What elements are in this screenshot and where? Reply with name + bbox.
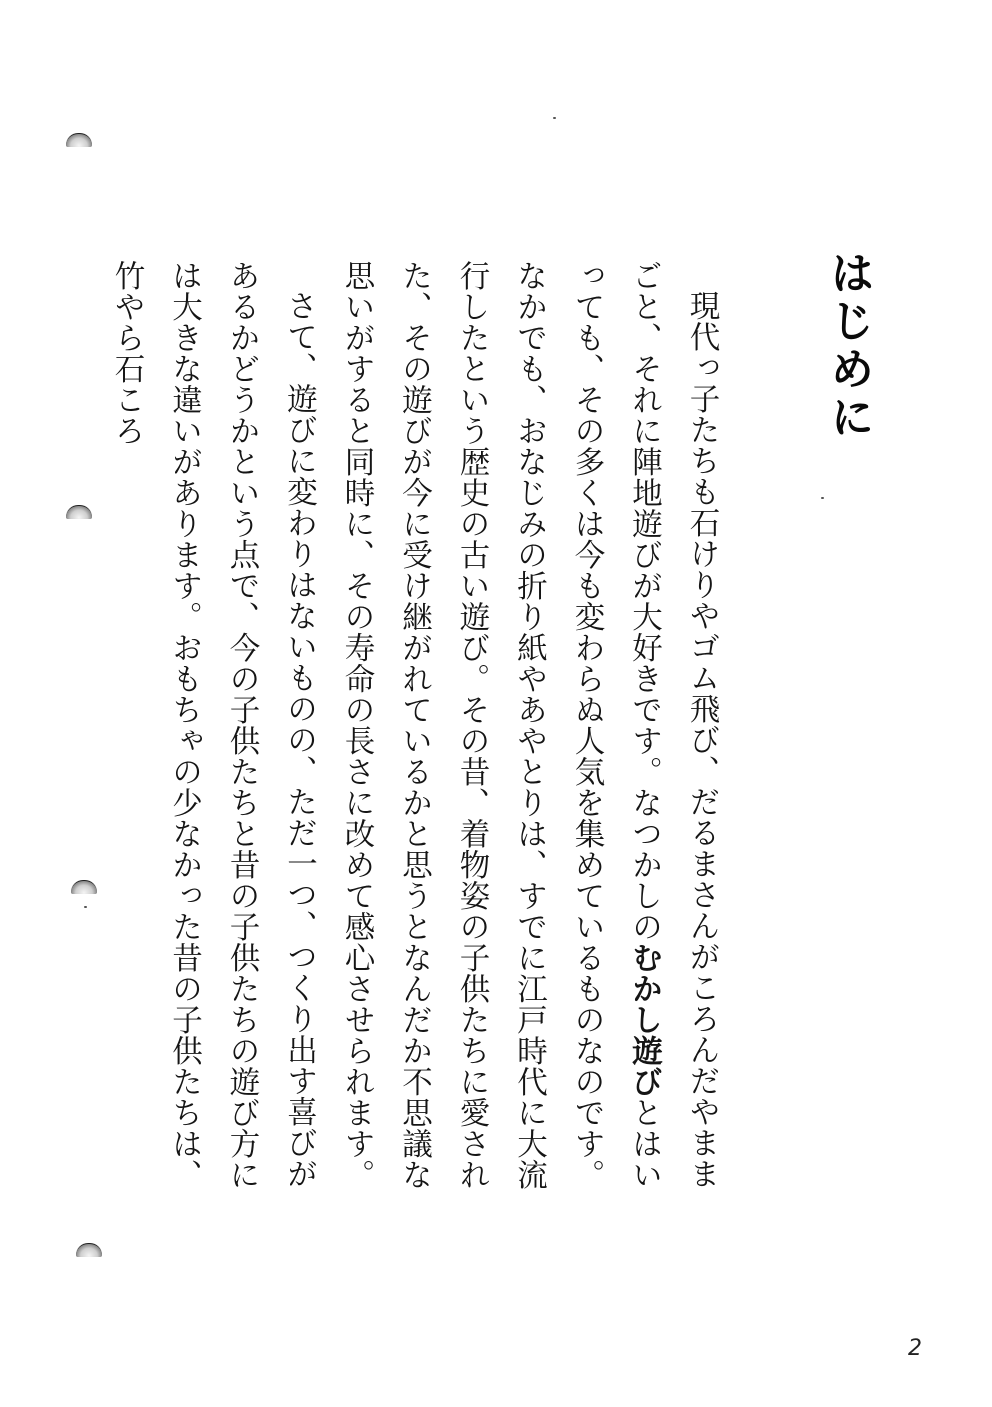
binder-hole xyxy=(66,505,92,519)
paragraph xyxy=(328,260,731,1190)
body-text xyxy=(98,260,731,1190)
binder-hole xyxy=(71,880,97,894)
paragraph xyxy=(98,260,328,1190)
binder-hole xyxy=(66,133,92,147)
page-title: はじめに xyxy=(822,250,874,442)
paragraph-text: さて、遊びに変わりはないものの、ただ一つ、つくり出す喜びがあるかどうかという点で、今の子供たちと昔の子供たちの遊び方には大きな違いがあります。おもちゃの少なかった昔の子供たちは、竹やら石ころ xyxy=(109,260,317,1190)
scan-speck xyxy=(821,497,824,499)
scan-speck xyxy=(84,906,87,908)
page-number: 2 xyxy=(908,1336,922,1361)
binder-hole xyxy=(76,1243,102,1257)
paragraph-text: とはいっても、その多くは今も変わらぬ人気を集めているものなのです。なかでも、おなじみの折り紙やあやとりは、すでに江戸時代に大流行したという歴史の古い遊び。その昔、着物姿の子供たちに愛された、その遊びが今に受け継がれているかと思うとなんだか不思議な思いがすると同時に、その寿命の長さに改めて感心させられます。 xyxy=(339,260,662,1190)
emphasis-text: むかし遊び xyxy=(626,942,662,1097)
scan-speck xyxy=(553,117,556,119)
paragraph-text: 現代っ子たちも石けりやゴム飛び、だるまさんがころんだやままごと、それに陣地遊びが大好きです。なつかしの xyxy=(626,260,719,1189)
